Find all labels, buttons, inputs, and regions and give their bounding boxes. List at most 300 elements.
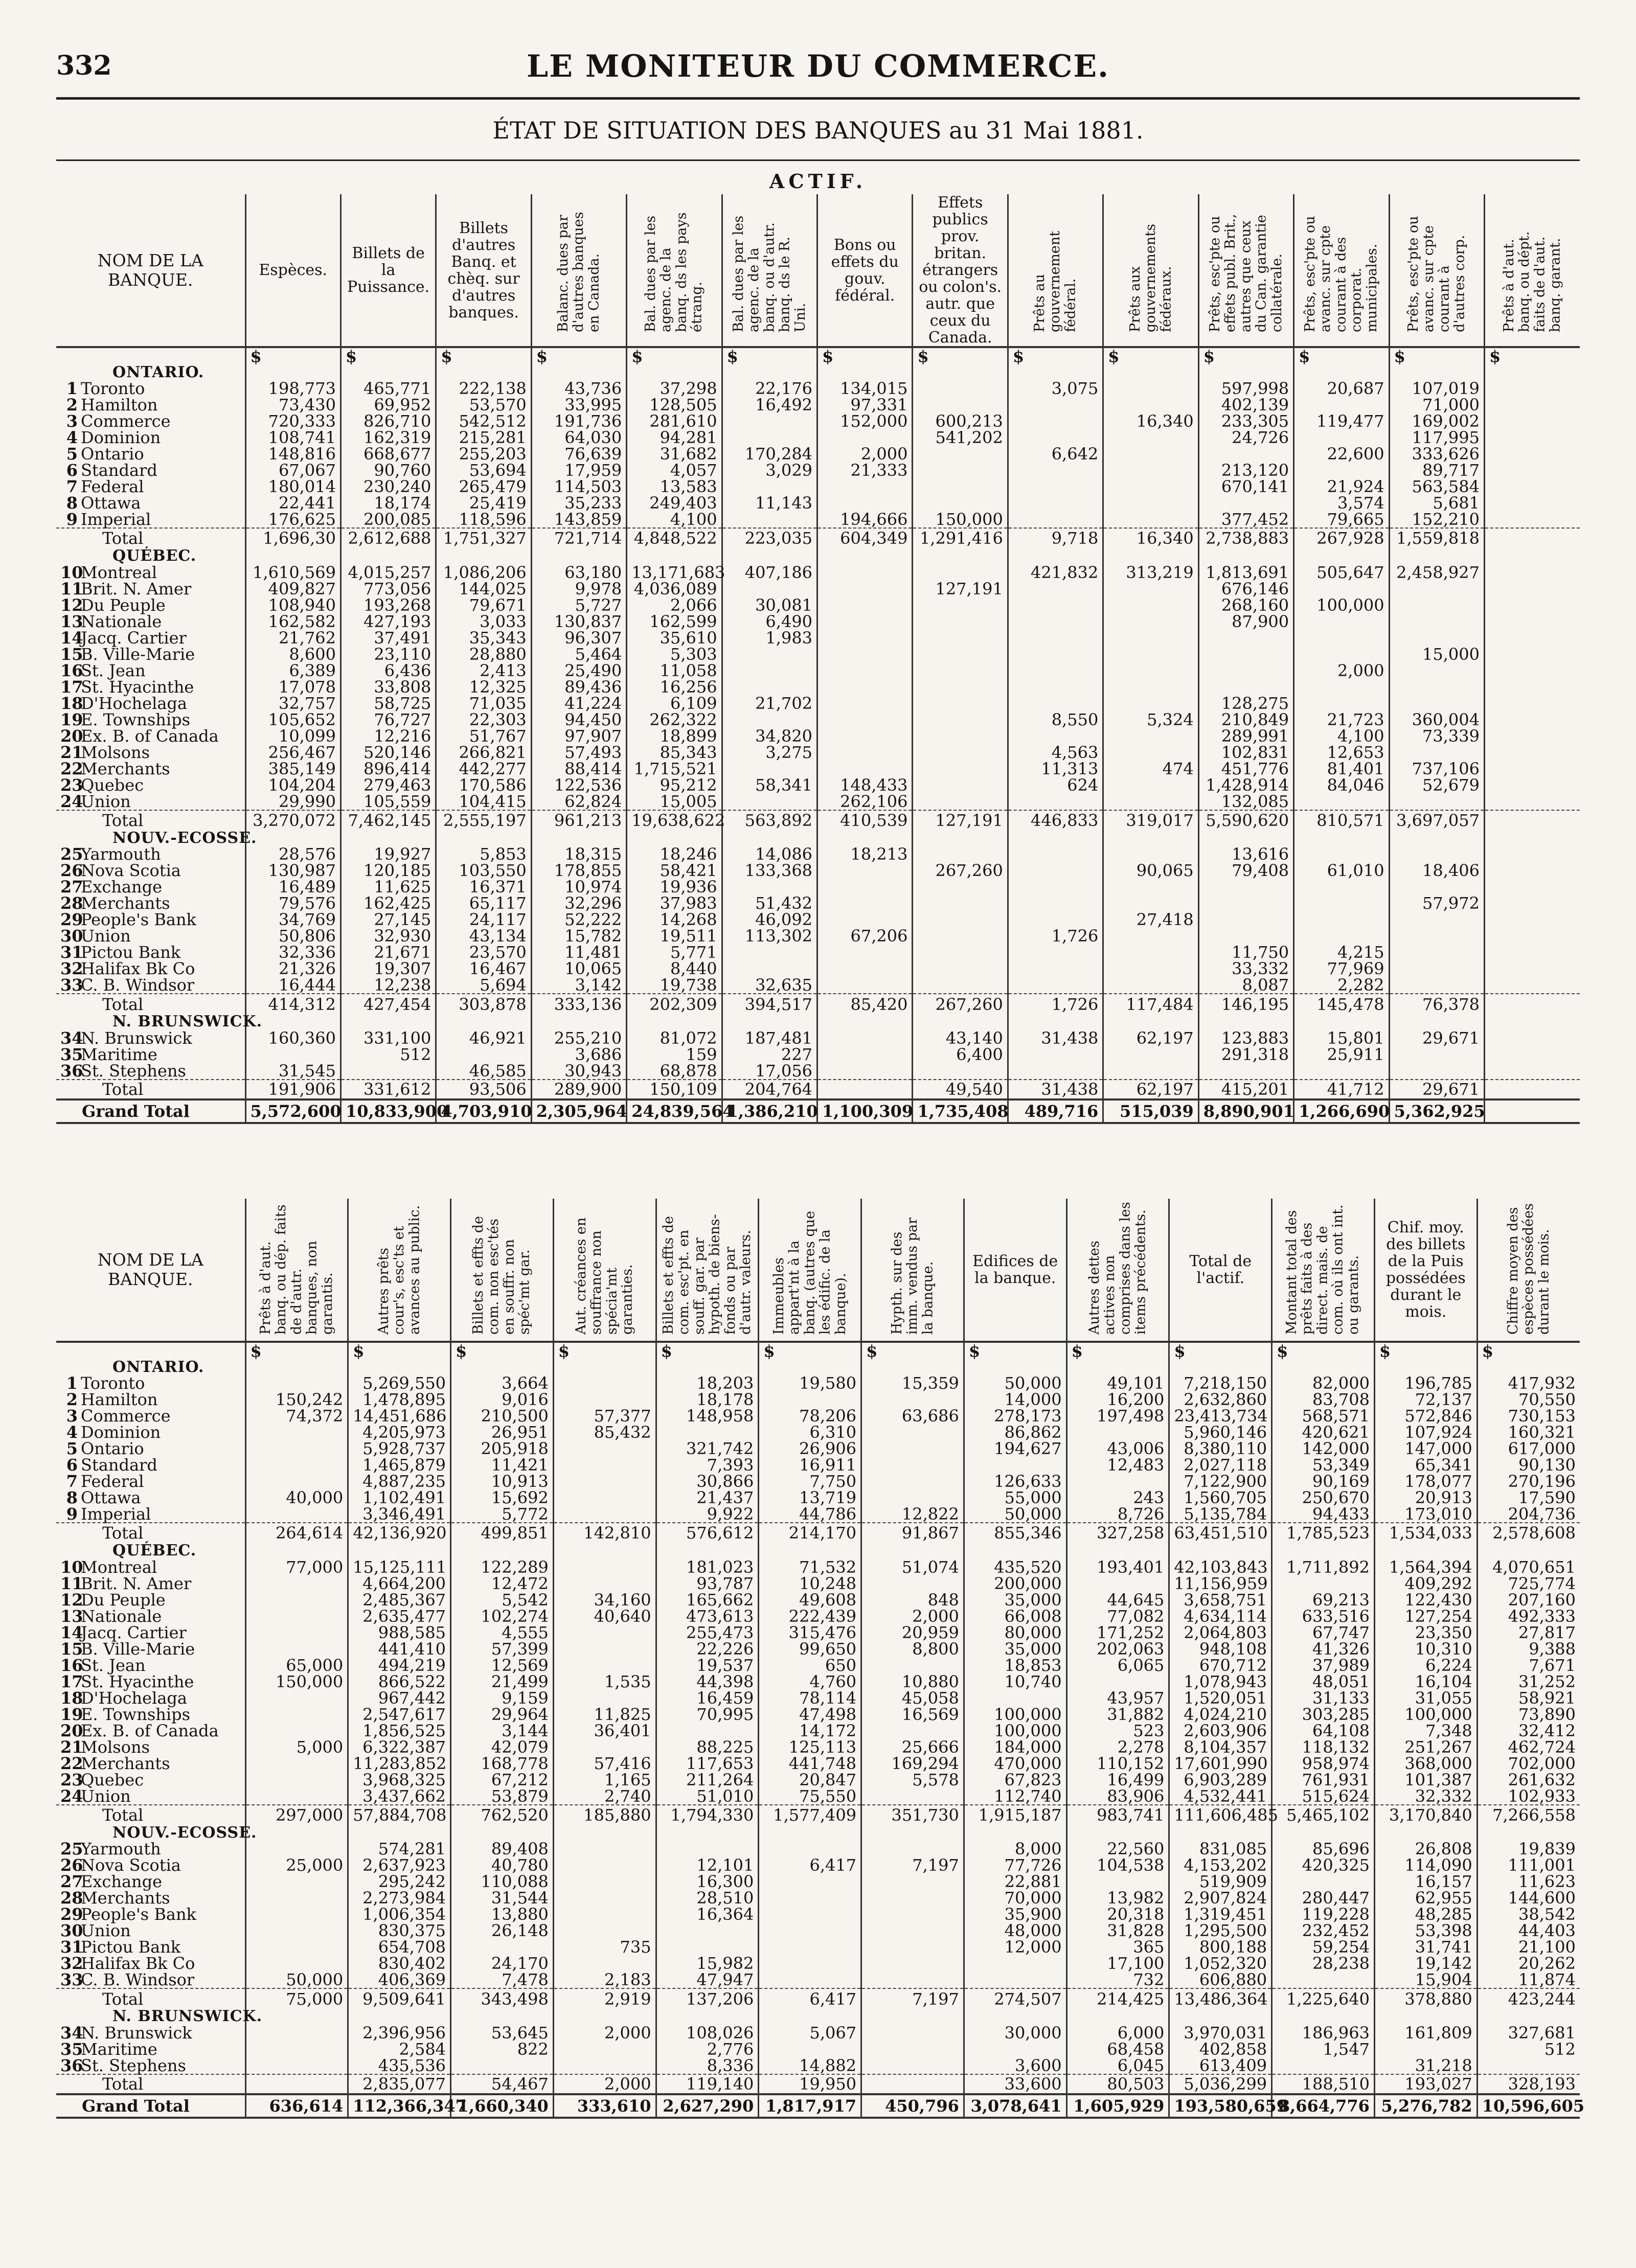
grand-total-value-cell: 1,386,210 — [722, 1099, 817, 1122]
value-cell: 313,219 — [1103, 564, 1198, 581]
total-value-cell: 13,486,364 — [1169, 1988, 1272, 2008]
total-value-cell: 3,270,072 — [245, 810, 340, 830]
value-cell: 71,000 — [1389, 397, 1484, 413]
value-cell: 18,853 — [964, 1657, 1066, 1674]
value-cell — [656, 1939, 759, 1955]
bank-row — [56, 1424, 1580, 1440]
bank-name-cell — [56, 1641, 245, 1657]
value-cell: 8,336 — [656, 2057, 759, 2074]
bank-name-cell — [56, 1608, 245, 1624]
value-cell — [553, 1641, 656, 1657]
value-cell: 16,569 — [861, 1706, 964, 1723]
value-cell: 29,671 — [1389, 1030, 1484, 1046]
value-cell: 15,000 — [1389, 646, 1484, 662]
value-cell — [1484, 846, 1580, 862]
value-cell — [245, 1473, 348, 1490]
value-cell: 58,921 — [1477, 1690, 1580, 1706]
currency-symbol: $ — [759, 1342, 861, 1359]
grand-total-value-cell: 8,664,776 — [1272, 2094, 1375, 2117]
value-cell — [1103, 977, 1198, 994]
value-cell: 572,846 — [1374, 1408, 1477, 1424]
value-cell: 9,388 — [1477, 1641, 1580, 1657]
value-cell: 2,485,367 — [348, 1592, 451, 1608]
value-cell: 76,639 — [531, 446, 626, 462]
value-cell: 110,152 — [1066, 1755, 1169, 1772]
total-value-cell: 214,425 — [1066, 1988, 1169, 2008]
province-total-row — [56, 810, 1580, 830]
value-cell — [1294, 397, 1389, 413]
value-cell — [1008, 695, 1103, 712]
value-cell — [436, 1046, 531, 1063]
value-cell: 119,477 — [1294, 413, 1389, 429]
row-number: 31 — [60, 1937, 83, 1957]
value-cell: 265,479 — [436, 478, 531, 495]
province-name: N. BRUNSWICK. — [112, 1013, 263, 1031]
total-value-cell: 7,462,145 — [340, 810, 436, 830]
value-cell — [1484, 695, 1580, 712]
total-value-cell: 119,140 — [656, 2074, 759, 2094]
value-cell — [913, 380, 1008, 397]
column-header-text: Hypth. sur des imm. vendus par la banque. — [889, 1217, 936, 1335]
value-cell: 2,584 — [348, 2041, 451, 2057]
total-value-cell — [861, 2074, 964, 2094]
bank-row — [56, 1575, 1580, 1592]
value-cell: 421,832 — [1008, 564, 1103, 581]
value-cell: 200,085 — [340, 511, 436, 528]
value-cell: 512 — [340, 1046, 436, 1063]
value-cell — [759, 1922, 861, 1939]
value-cell — [1484, 630, 1580, 646]
value-cell: 23,350 — [1374, 1624, 1477, 1641]
value-cell — [245, 1641, 348, 1657]
value-cell: 255,210 — [531, 1030, 626, 1046]
grand-total-value-cell: 1,817,917 — [759, 2094, 861, 2117]
value-cell: 77,969 — [1294, 960, 1389, 977]
total-label: Total — [56, 1988, 245, 2008]
column-header — [964, 1199, 1066, 1342]
currency-symbol: $ — [245, 1342, 348, 1359]
value-cell: 12,483 — [1066, 1457, 1169, 1473]
value-cell — [1484, 662, 1580, 679]
value-cell: 32,757 — [245, 695, 340, 712]
value-cell — [1484, 1063, 1580, 1080]
value-cell: 101,387 — [1374, 1772, 1477, 1788]
value-cell: 14,172 — [759, 1723, 861, 1739]
row-number: 5 — [66, 1439, 78, 1459]
grand-total-value-cell — [1484, 1099, 1580, 1122]
value-cell: 896,414 — [340, 761, 436, 777]
column-header — [245, 1199, 348, 1342]
row-number: 1 — [66, 1373, 78, 1393]
value-cell: 51,074 — [861, 1559, 964, 1575]
value-cell: 87,900 — [1198, 613, 1293, 630]
bank-name: Maritime — [81, 1045, 157, 1065]
value-cell: 5,324 — [1103, 712, 1198, 728]
value-cell — [1198, 679, 1293, 695]
value-cell: 2,278 — [1066, 1739, 1169, 1755]
bank-name-cell — [56, 1473, 245, 1490]
currency-symbol: $ — [964, 1342, 1066, 1359]
total-value-cell: 3,170,840 — [1374, 1805, 1477, 1825]
value-cell — [817, 695, 913, 712]
value-cell — [1008, 462, 1103, 478]
bank-name: Brit. N. Amer — [81, 1573, 192, 1593]
value-cell: 15,904 — [1374, 1972, 1477, 1988]
bank-name-cell — [56, 1506, 245, 1523]
total-value-cell: 146,195 — [1198, 994, 1293, 1014]
bank-name-cell — [56, 511, 245, 528]
bank-name: Toronto — [81, 379, 145, 399]
bank-name: Exchange — [81, 1872, 163, 1892]
value-cell — [553, 1440, 656, 1457]
value-cell: 53,694 — [436, 462, 531, 478]
total-value-cell: 1,577,409 — [759, 1805, 861, 1825]
total-value-cell — [1484, 528, 1580, 548]
bank-row — [56, 679, 1580, 695]
grand-total-value-cell: 8,890,901 — [1198, 1099, 1293, 1122]
value-cell: 22,176 — [722, 380, 817, 397]
bank-name: Nova Scotia — [81, 861, 181, 881]
value-cell — [861, 1873, 964, 1890]
total-value-cell: 204,764 — [722, 1080, 817, 1099]
total-value-cell: 2,612,688 — [340, 528, 436, 548]
value-cell: 368,000 — [1374, 1755, 1477, 1772]
row-number: 18 — [60, 1688, 83, 1708]
value-cell: 21,437 — [656, 1490, 759, 1506]
value-cell: 68,458 — [1066, 2041, 1169, 2057]
value-cell: 37,298 — [627, 380, 722, 397]
value-cell: 2,637,923 — [348, 1857, 451, 1873]
province-name: NOUV.-ECOSSE. — [112, 1823, 257, 1842]
value-cell: 15,005 — [627, 793, 722, 810]
value-cell — [245, 1873, 348, 1890]
value-cell: 5,727 — [531, 597, 626, 613]
province-total-row — [56, 994, 1580, 1014]
value-cell: 16,364 — [656, 1906, 759, 1922]
value-cell — [245, 1706, 348, 1723]
value-cell — [817, 911, 913, 928]
value-cell: 7,671 — [1477, 1657, 1580, 1674]
bank-row — [56, 662, 1580, 679]
value-cell: 15,782 — [531, 928, 626, 944]
value-cell — [1374, 2041, 1477, 2057]
total-value-cell: 1,696,30 — [245, 528, 340, 548]
value-cell: 47,498 — [759, 1706, 861, 1723]
value-cell: 46,921 — [436, 1030, 531, 1046]
masthead-rule — [56, 97, 1580, 100]
column-header — [1477, 1199, 1580, 1342]
value-cell: 427,193 — [340, 613, 436, 630]
value-cell: 100,000 — [1294, 597, 1389, 613]
bank-name: Ontario — [81, 444, 144, 464]
column-header-text: Espèces. — [259, 261, 328, 279]
value-cell: 52,679 — [1389, 777, 1484, 793]
value-cell: 4,634,114 — [1169, 1608, 1272, 1624]
bank-name: Merchants — [81, 1888, 170, 1908]
total-value-cell: 85,420 — [817, 994, 913, 1014]
value-cell: 107,019 — [1389, 380, 1484, 397]
bank-row — [56, 1906, 1580, 1922]
value-cell: 171,252 — [1066, 1624, 1169, 1641]
value-cell — [722, 478, 817, 495]
bank-name-cell — [56, 1046, 245, 1063]
value-cell: 321,742 — [656, 1440, 759, 1457]
bank-name-cell — [56, 2025, 245, 2041]
value-cell: 10,913 — [451, 1473, 554, 1490]
value-cell — [1294, 895, 1389, 911]
value-cell: 8,800 — [861, 1641, 964, 1657]
value-cell: 303,285 — [1272, 1706, 1375, 1723]
bank-name: Montreal — [81, 562, 157, 582]
grand-total-value-cell: 515,039 — [1103, 1099, 1198, 1122]
row-number: 15 — [60, 1639, 83, 1659]
value-cell — [861, 1657, 964, 1674]
value-cell — [656, 1922, 759, 1939]
value-cell: 59,254 — [1272, 1939, 1375, 1955]
value-cell: 122,536 — [531, 777, 626, 793]
bank-name-cell — [56, 446, 245, 462]
total-value-cell: 2,555,197 — [436, 810, 531, 830]
value-cell: 654,708 — [348, 1939, 451, 1955]
value-cell — [1008, 793, 1103, 810]
value-cell: 670,712 — [1169, 1657, 1272, 1674]
value-cell — [759, 1391, 861, 1408]
value-cell — [245, 1939, 348, 1955]
grand-total-value-cell: 10,596,605 — [1477, 2094, 1580, 2117]
value-cell: 53,570 — [436, 397, 531, 413]
value-cell: 3,664 — [451, 1375, 554, 1391]
value-cell: 84,046 — [1294, 777, 1389, 793]
total-value-cell: 3,697,057 — [1389, 810, 1484, 830]
currency-symbol: $ — [245, 347, 340, 364]
value-cell: 27,145 — [340, 911, 436, 928]
row-number: 24 — [60, 791, 83, 811]
value-cell: 47,947 — [656, 1972, 759, 1988]
bank-name-cell — [56, 1755, 245, 1772]
value-cell — [1389, 1046, 1484, 1063]
value-cell: 33,332 — [1198, 960, 1293, 977]
value-cell: 35,000 — [964, 1641, 1066, 1657]
value-cell — [1008, 429, 1103, 446]
total-value-cell: 191,906 — [245, 1080, 340, 1099]
value-cell — [1484, 446, 1580, 462]
grand-total-row — [56, 1099, 1580, 1122]
value-cell: 462,724 — [1477, 1739, 1580, 1755]
row-number: 30 — [60, 926, 83, 946]
value-cell: 3,686 — [531, 1046, 626, 1063]
bank-name-cell — [56, 911, 245, 928]
value-cell: 100,000 — [964, 1706, 1066, 1723]
value-cell: 16,499 — [1066, 1772, 1169, 1788]
bank-name: Union — [81, 791, 131, 811]
value-cell — [1103, 397, 1198, 413]
value-cell: 38,542 — [1477, 1906, 1580, 1922]
value-cell: 49,608 — [759, 1592, 861, 1608]
value-cell: 1,006,354 — [348, 1906, 451, 1922]
value-cell — [1008, 646, 1103, 662]
value-cell: 20,847 — [759, 1772, 861, 1788]
value-cell: 494,219 — [348, 1657, 451, 1674]
value-cell: 148,958 — [656, 1408, 759, 1424]
value-cell — [1103, 928, 1198, 944]
value-cell: 8,726 — [1066, 1506, 1169, 1523]
value-cell: 114,503 — [531, 478, 626, 495]
value-cell: 1,319,451 — [1169, 1906, 1272, 1922]
value-cell — [861, 2025, 964, 2041]
total-value-cell — [245, 2074, 348, 2094]
total-value-cell: 75,000 — [245, 1988, 348, 2008]
row-number: 29 — [60, 910, 83, 930]
value-cell — [1008, 478, 1103, 495]
value-cell — [964, 1457, 1066, 1473]
value-cell: 111,001 — [1477, 1857, 1580, 1873]
row-number: 12 — [60, 1590, 83, 1610]
value-cell — [1103, 380, 1198, 397]
value-cell — [1484, 564, 1580, 581]
value-cell: 77,000 — [245, 1559, 348, 1575]
value-cell: 8,550 — [1008, 712, 1103, 728]
value-cell: 73,430 — [245, 397, 340, 413]
value-cell: 5,772 — [451, 1506, 554, 1523]
total-value-cell: 9,509,641 — [348, 1988, 451, 2008]
value-cell — [1484, 862, 1580, 879]
currency-symbol: $ — [436, 347, 531, 364]
value-cell: 191,736 — [531, 413, 626, 429]
province-row — [56, 1359, 1580, 1375]
bank-name-cell — [56, 478, 245, 495]
bank-name: Union — [81, 926, 131, 946]
grand-total-value-cell: 489,716 — [1008, 1099, 1103, 1122]
value-cell — [1103, 793, 1198, 810]
bank-name-cell — [56, 1690, 245, 1706]
value-cell — [553, 1922, 656, 1939]
value-cell: 16,157 — [1374, 1873, 1477, 1890]
value-cell: 43,134 — [436, 928, 531, 944]
value-cell — [913, 613, 1008, 630]
row-number: 13 — [60, 611, 83, 631]
value-cell — [913, 564, 1008, 581]
currency-symbol: $ — [656, 1342, 759, 1359]
value-cell: 94,281 — [627, 429, 722, 446]
value-cell — [1103, 662, 1198, 679]
value-cell — [964, 2041, 1066, 2057]
value-cell: 720,333 — [245, 413, 340, 429]
bank-name: C. B. Windsor — [81, 975, 195, 995]
value-cell: 848 — [861, 1592, 964, 1608]
value-cell: 52,222 — [531, 911, 626, 928]
row-number: 8 — [66, 493, 78, 513]
value-cell: 83,708 — [1272, 1391, 1375, 1408]
value-cell: 1,726 — [1008, 928, 1103, 944]
value-cell: 26,906 — [759, 1440, 861, 1457]
value-cell — [722, 413, 817, 429]
total-value-cell: 961,213 — [531, 810, 626, 830]
value-cell: 11,874 — [1477, 1972, 1580, 1988]
total-value-cell: 19,950 — [759, 2074, 861, 2094]
value-cell: 85,696 — [1272, 1841, 1375, 1857]
value-cell: 35,610 — [627, 630, 722, 646]
value-cell — [1484, 712, 1580, 728]
value-cell — [1103, 1046, 1198, 1063]
value-cell: 822 — [451, 2041, 554, 2057]
value-cell: 702,000 — [1477, 1755, 1580, 1772]
value-cell — [913, 846, 1008, 862]
value-cell — [553, 1657, 656, 1674]
value-cell: 435,520 — [964, 1559, 1066, 1575]
value-cell: 1,535 — [553, 1674, 656, 1690]
value-cell: 15,982 — [656, 1955, 759, 1972]
grand-total-label: Grand Total — [56, 2094, 245, 2117]
value-cell: 291,318 — [1198, 1046, 1293, 1063]
row-number: 34 — [60, 2023, 83, 2043]
value-cell: 48,051 — [1272, 1674, 1375, 1690]
column-header-text: Autres prêts cour's, esc'ts et avances au public. — [375, 1205, 423, 1335]
total-value-cell: 93,506 — [436, 1080, 531, 1099]
value-cell: 6,109 — [627, 695, 722, 712]
bank-name-cell — [56, 380, 245, 397]
value-cell — [1294, 679, 1389, 695]
value-cell: 7,750 — [759, 1473, 861, 1490]
bank-name-cell — [56, 2041, 245, 2057]
value-cell: 41,224 — [531, 695, 626, 712]
total-value-cell: 150,109 — [627, 1080, 722, 1099]
value-cell: 21,499 — [451, 1674, 554, 1690]
value-cell — [722, 793, 817, 810]
total-value-cell: 331,612 — [340, 1080, 436, 1099]
total-value-cell: 576,612 — [656, 1523, 759, 1543]
bank-row — [56, 846, 1580, 862]
value-cell — [553, 1857, 656, 1873]
value-cell: 22,560 — [1066, 1841, 1169, 1857]
value-cell: 4,532,441 — [1169, 1788, 1272, 1805]
value-cell: 12,472 — [451, 1575, 554, 1592]
value-cell — [245, 1772, 348, 1788]
value-cell: 130,987 — [245, 862, 340, 879]
bank-row — [56, 1506, 1580, 1523]
currency-symbol: $ — [913, 347, 1008, 364]
bank-name-cell — [56, 1939, 245, 1955]
bank-name-cell — [56, 895, 245, 911]
value-cell: 541,202 — [913, 429, 1008, 446]
value-cell: 57,972 — [1389, 895, 1484, 911]
value-cell — [1008, 846, 1103, 862]
value-cell — [1294, 613, 1389, 630]
value-cell: 279,463 — [340, 777, 436, 793]
value-cell: 122,430 — [1374, 1592, 1477, 1608]
value-cell: 22,441 — [245, 495, 340, 511]
value-cell — [1294, 911, 1389, 928]
value-cell — [245, 1906, 348, 1922]
value-cell — [1198, 911, 1293, 928]
value-cell — [1294, 581, 1389, 597]
total-value-cell: 604,349 — [817, 528, 913, 548]
bank-name-header — [56, 1199, 245, 1342]
value-cell: 1,165 — [553, 1772, 656, 1788]
value-cell — [245, 1955, 348, 1972]
row-number: 34 — [60, 1028, 83, 1048]
value-cell: 16,459 — [656, 1690, 759, 1706]
row-number: 22 — [60, 1753, 83, 1773]
value-cell — [1484, 777, 1580, 793]
value-cell — [913, 895, 1008, 911]
value-cell: 409,827 — [245, 581, 340, 597]
value-cell — [861, 1473, 964, 1490]
row-number: 16 — [60, 1655, 83, 1675]
value-cell: 31,741 — [1374, 1939, 1477, 1955]
value-cell: 249,403 — [627, 495, 722, 511]
row-number: 35 — [60, 2040, 83, 2059]
bank-row — [56, 1955, 1580, 1972]
